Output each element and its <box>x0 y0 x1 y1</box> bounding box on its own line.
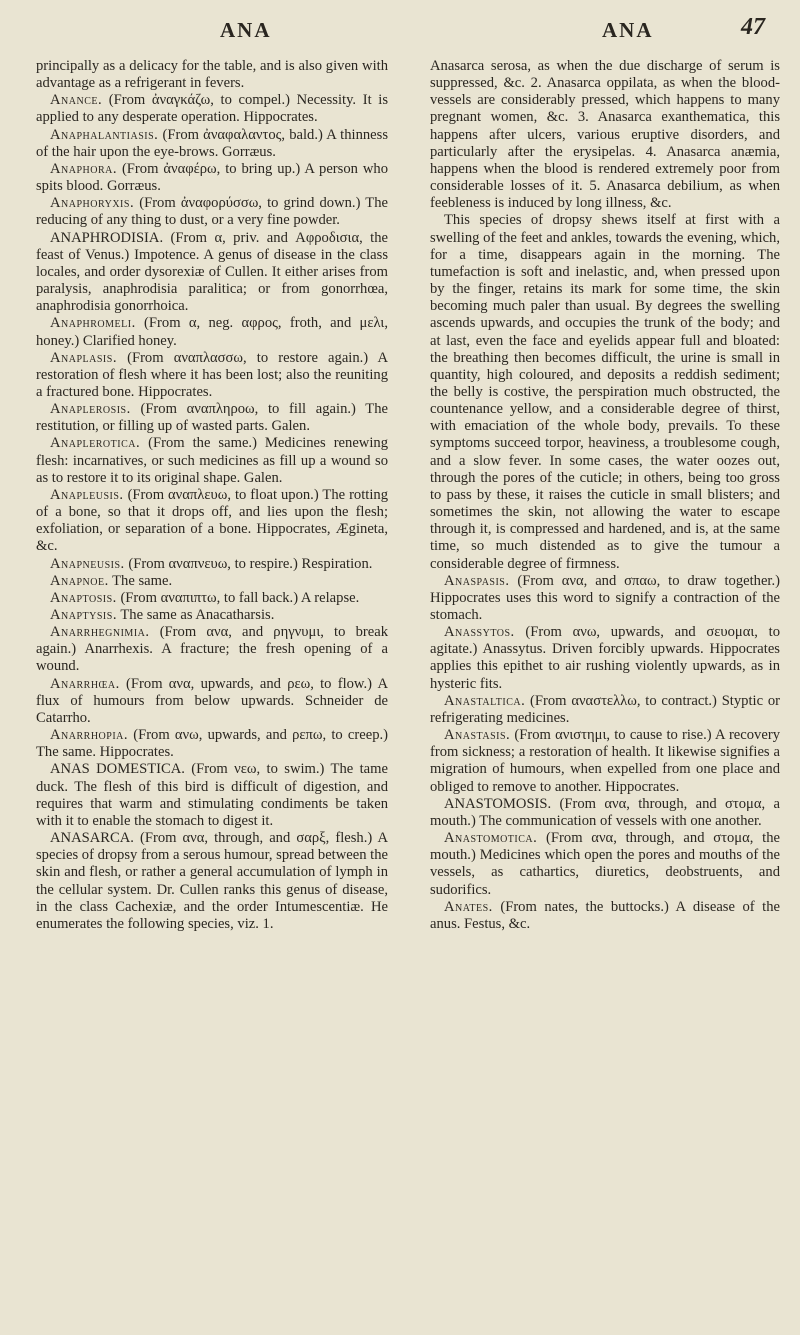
dictionary-entry <box>36 58 388 92</box>
entry-text: The same as Anacatharsis. <box>116 607 275 623</box>
entry-headword: Anarrhopia. <box>50 727 129 744</box>
entry-text: (From αναπνευω, to respire.) Respiration. <box>124 555 373 572</box>
left-column <box>36 58 388 933</box>
dictionary-entry <box>36 350 388 401</box>
entry-text: (From αναπλευω, to float upon.) The rotting of a bone, so that it drops off, and lies upon the flesh; exfoliation, or separation of a bone. Hippocrates, Ægineta, &c. <box>36 486 388 555</box>
entry-text: (From ἀναγκάζω, to compel.) Necessity. It is applied to any desperate operation. Hippocrates. <box>36 92 388 126</box>
entry-text: (From ανα, and σπαω, to draw together.) Hippocrates uses this word to signify a contraction of the stomach. <box>430 572 780 623</box>
entry-text: (From α, neg. αφρος, froth, and μελι, honey.) Clarified honey. <box>36 315 388 349</box>
entry-text: (From ἀναφαλαντος, bald.) A thinness of the hair upon the eye-brows. Gorræus. <box>36 126 388 160</box>
entry-text: (From νεω, to swim.) The tame duck. The flesh of this bird is difficult of digestion, and requires that warm and stimulating condiments be taken with it to enable the stomach to digest it. <box>36 761 388 829</box>
dictionary-entry <box>36 607 388 624</box>
entry-text: (From ἀναφέρω, to bring up.) A person who spits blood. Gorræus. <box>36 160 388 195</box>
dictionary-entry <box>36 127 388 161</box>
entry-headword: Anaphalantiasis. <box>50 126 159 143</box>
entry-text: (From ανα, upwards, and ρεω, to flow.) A flux of humours from below upwards. Schneider de Catarrho. <box>36 675 388 726</box>
dictionary-entry <box>36 727 388 761</box>
dictionary-entry <box>430 624 780 693</box>
entry-text: The same. <box>108 572 173 589</box>
dictionary-entry <box>430 58 780 212</box>
dictionary-entry <box>36 556 388 573</box>
entry-headword: Anaplasis. <box>50 349 117 366</box>
entry-headword: Anates. <box>444 898 493 915</box>
entry-headword: Anaptysis. <box>50 607 117 623</box>
entry-text: (From αναστελλω, to contract.) Styptic or refrigerating medicines. <box>430 692 780 726</box>
entry-headword: Anastasis. <box>444 727 511 744</box>
entry-headword: Anapleusis. <box>50 486 124 503</box>
dictionary-entry <box>430 212 780 572</box>
entry-text: (From αναπιπτω, to fall back.) A relapse. <box>116 589 360 606</box>
entry-headword: Anaphromeli. <box>50 315 136 332</box>
dictionary-entry <box>430 899 780 933</box>
entry-text: (From ανω, upwards, and ρεπω, to creep.) The same. Hippocrates. <box>36 727 388 761</box>
dictionary-entry <box>36 230 388 316</box>
dictionary-entry <box>36 435 388 486</box>
entry-text: (From ἀναφορύσσω, to grind down.) The reducing of any thing to dust, or a very fine powder. <box>36 195 388 229</box>
entry-text: (From nates, the buttocks.) A disease of the anus. Festus, &c. <box>430 898 780 932</box>
entry-headword: Anaphoryxis. <box>50 195 135 212</box>
running-head-left: ANA <box>220 18 272 42</box>
entry-headword: Anassytos. <box>444 624 515 641</box>
dictionary-entry <box>430 830 780 899</box>
entry-headword: Anaspasis. <box>444 572 510 589</box>
entry-text: principally as a delicacy for the table, and is also given with advantage as a refrigerant in fevers. <box>36 58 388 92</box>
entry-headword: Anaphora. <box>50 160 118 177</box>
entry-headword: ANAS DOMESTICA. <box>50 761 185 778</box>
dictionary-entry <box>430 796 780 830</box>
dictionary-entry <box>36 487 388 556</box>
entry-text: (From the same.) Medicines renewing flesh: incarnatives, or such medicines as fill up a wound so as to restore it to its original shape. Galen. <box>36 435 388 486</box>
dictionary-entry <box>36 401 388 435</box>
dictionary-entry <box>36 161 388 195</box>
dictionary-entry <box>36 624 388 675</box>
dictionary-entry <box>36 830 388 933</box>
dictionary-entry <box>36 315 388 349</box>
entry-headword: Anarrhœa. <box>50 675 120 692</box>
entry-headword: Anapnoe. <box>50 572 109 589</box>
entry-text: (From ανα, and ρηγνυμι, to break again.) Anarrhexis. A fracture; the fresh opening of a wound. <box>36 624 388 675</box>
dictionary-entry <box>36 761 388 830</box>
entry-headword: ANAPHRODISIA. <box>50 229 164 246</box>
dictionary-entry <box>430 693 780 727</box>
entry-text: (From αναπλασσω, to restore again.) A restoration of flesh where it has been lost; also the reuniting a fractured bone. Hippocrates. <box>36 349 388 400</box>
entry-text: (From ανα, through, and σαρξ, flesh.) A species of dropsy from a serous humour, spread between the skin and flesh, or rather a general accumulation of lymph in the cellular system. Dr. Cullen ranks this genus of disease, in the class Cachexiæ, and the order Intumescentiæ. He enumerates the following species, viz. 1. <box>36 830 388 932</box>
running-head <box>0 14 800 50</box>
entry-headword: ANASARCA. <box>50 830 134 847</box>
entry-text: (From ανιστημι, to cause to rise.) A recovery from sickness; a restoration of health. It likewise signifies a migration of humours, when expelled from one place and obliged to remove to another. Hippocrates. <box>430 727 780 795</box>
entry-text: (From αναπληροω, to fill again.) The restitution, or filling up of wasted parts. Galen. <box>36 401 388 435</box>
entry-headword: Anaptosis. <box>50 589 117 606</box>
running-head-right: ANA <box>602 18 654 42</box>
right-column <box>430 58 780 933</box>
entry-text: This species of dropsy shews itself at first with a swelling of the feet and ankles, towards the evening, which, for a time, disappears again in the morning. The tumefaction is soft and inelastic, and, when pressed upon by the finger, retains its mark for some time, the skin becoming much paler than usual. By degrees the swelling ascends upwards, and occupies the trunk of the body; and at last, even the face and eyelids appear full and bloated: the breathing then becomes difficult, the urine is small in quantity, high coloured, and deposits a reddish sediment; the belly is costive, the perspiration much obstructed, the countenance yellow, and a considerable degree of thirst, with emaciation of the whole body, prevails. To these symptoms succeed torpor, heaviness, a troublesome cough, and a slow fever. In some cases, the water oozes out, through the pores of the cuticle; in others, being too gross to pass by these, it raises the cuticle in small blisters; and sometimes the skin, not allowing the water to escape through it, is compressed and hardened, and is, at the same time, so much distended as to give the tumour a considerable degree of firmness. <box>430 212 780 572</box>
entry-text: Anasarca serosa, as when the due discharge of serum is suppressed, &c. 2. Anasarca oppilata, as when the blood-vessels are considerably pressed, which happens to many pregnant women, &c. 3. Anasarca exanthematica, this happens after ulcers, various eruptive disorders, and particularly after the erysipelas. 4. Anasarca anæmia, happens when the blood is rendered extremely poor from considerable losses of it. 5. Anasarca debilium, as when feebleness is induced by long illness, &c. <box>430 58 780 212</box>
entry-headword: Anastaltica. <box>444 692 526 709</box>
page-number: 47 <box>741 14 765 40</box>
entry-headword: Anastomotica. <box>444 830 538 847</box>
entry-headword: Anapneusis. <box>50 555 125 572</box>
entry-headword: Anaplerotica. <box>50 435 141 452</box>
entry-headword: Anarrhegnimia. <box>50 624 150 641</box>
dictionary-entry <box>36 573 388 590</box>
entry-headword: Anaplerosis. <box>50 401 131 418</box>
dictionary-entry <box>430 573 780 624</box>
dictionary-entry <box>430 727 780 796</box>
entry-text: (From ανα, through, and στομα, a mouth.) The communication of vessels with one another. <box>430 795 780 829</box>
dictionary-entry <box>36 590 388 607</box>
entry-headword: Anance. <box>50 92 103 109</box>
dictionary-entry <box>36 92 388 126</box>
dictionary-entry <box>36 676 388 727</box>
entry-text: (From α, priv. and Αφροδισια, the feast of Venus.) Impotence. A genus of disease in the class locales, and order dysorexiæ of Cullen. It either arises from paralysis, anaphrodisia paralitica; or from gonorrhœa, anaphrodisia gonorrhoica. <box>36 229 388 315</box>
entry-text: (From ανα, through, and στομα, the mouth.) Medicines which open the pores and mouths of the vessels, as cathartics, diuretics, deobstruents, and sudorifics. <box>430 830 780 898</box>
dictionary-entry <box>36 195 388 229</box>
entry-headword: ANASTOMOSIS. <box>444 795 552 812</box>
entry-text: (From ανω, upwards, and σευομαι, to agitate.) Anassytus. Driven forcibly upwards. Hippocrates applies this epithet to air rushing violently upwards, as in hysteric fits. <box>430 624 780 692</box>
